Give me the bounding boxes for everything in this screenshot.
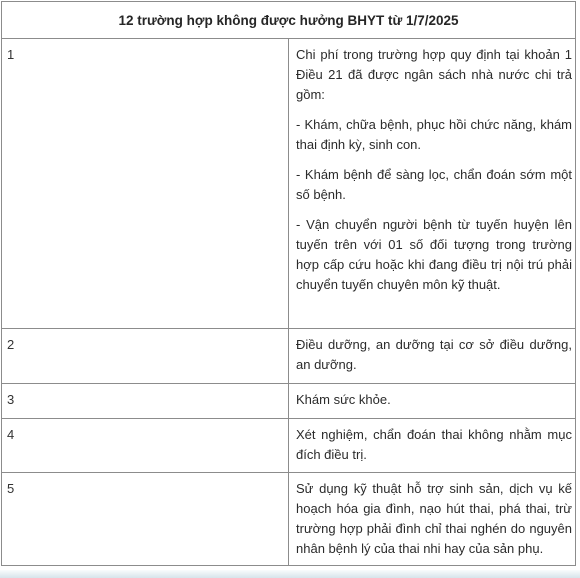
- bottom-fade: [0, 570, 580, 578]
- row-content: [289, 473, 576, 566]
- row-paragraph: Khám sức khỏe.: [296, 392, 391, 407]
- row-content: [289, 39, 576, 329]
- table-row: [2, 419, 576, 473]
- row-number: 3: [2, 384, 289, 419]
- table-title: 12 trường hợp không được hưởng BHYT từ 1/7/2025: [2, 2, 576, 39]
- table-row: [2, 473, 576, 566]
- row-paragraph: - Vận chuyển người bệnh từ tuyến huyện lên tuyến trên với 01 số đối tượng trong trường hợp cấp cứu hoặc khi đang điều trị nội trú phải chuyển tuyến chuyên môn kỹ thuật.: [296, 217, 572, 292]
- row-paragraph: - Khám bệnh để sàng lọc, chẩn đoán sớm một số bệnh.: [296, 167, 572, 202]
- row-number: 2: [2, 329, 289, 384]
- bhyt-exclusions-table: [1, 1, 576, 566]
- row-number: 5: [2, 473, 289, 566]
- row-number: 4: [2, 419, 289, 473]
- row-content: [289, 384, 576, 419]
- table-header-row: [2, 2, 576, 39]
- row-content: [289, 419, 576, 473]
- row-paragraph: Điều dưỡng, an dưỡng tại cơ sở điều dưỡng, an dưỡng.: [296, 337, 572, 372]
- row-paragraph: - Khám, chữa bệnh, phục hồi chức năng, khám thai định kỳ, sinh con.: [296, 117, 572, 152]
- row-paragraph: Chi phí trong trường hợp quy định tại khoản 1 Điều 21 đã được ngân sách nhà nước chi trả gồm:: [296, 47, 572, 102]
- table-row: [2, 329, 576, 384]
- table-row: [2, 384, 576, 419]
- row-paragraph: Sử dụng kỹ thuật hỗ trợ sinh sản, dịch vụ kế hoạch hóa gia đình, nạo hút thai, phá thai, trừ trường hợp phải đình chỉ thai nghén do nguyên nhân bệnh lý của thai nhi hay của sản phụ.: [296, 481, 572, 556]
- bhyt-table-container: [1, 1, 576, 566]
- table-row: [2, 39, 576, 329]
- row-paragraph: Xét nghiệm, chẩn đoán thai không nhằm mục đích điều trị.: [296, 427, 572, 462]
- row-number: 1: [2, 39, 289, 329]
- row-content: [289, 329, 576, 384]
